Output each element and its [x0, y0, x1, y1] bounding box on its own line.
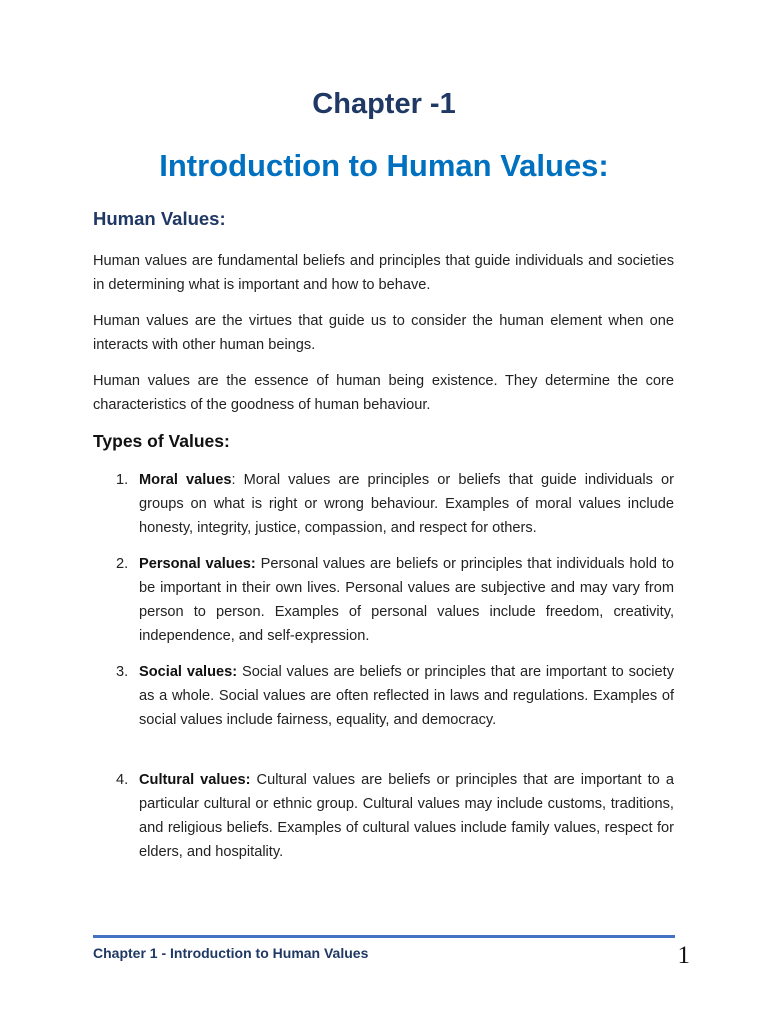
paragraph: Human values are the essence of human being existence. They determine the core characteristics of the goodness of human behaviour. [93, 373, 674, 413]
list-item-cultural-values [116, 768, 674, 864]
list-description: Cultural values are beliefs or principles that are important to a particular cultural or ethnic group. Cultural values may include customs, traditions, and religious beliefs. Examples of cultural values include family values, respect for elders, and hospitality. [139, 772, 674, 860]
types-heading: Types of Values: [93, 431, 230, 451]
chapter-heading: Chapter -1 [312, 88, 456, 120]
list-text [139, 468, 674, 540]
chapter-title: Introduction to Human Values: [159, 148, 609, 183]
list-text [139, 552, 674, 648]
list-item-social-values [116, 660, 674, 732]
list-number: 2. [116, 556, 129, 572]
footer-divider [93, 935, 675, 938]
list-number: 3. [116, 664, 129, 680]
list-description: Social values are beliefs or principles that are important to society as a whole. Social values are often reflected in laws and regulations. Examples of social values include fairness, equality, and democracy. [139, 664, 674, 728]
section-heading: Human Values: [93, 208, 226, 229]
list-term: Cultural values: [139, 772, 251, 788]
paragraph: Human values are the virtues that guide us to consider the human element when one interacts with other human beings. [93, 313, 674, 353]
paragraph: Human values are fundamental beliefs and principles that guide individuals and societies in determining what is important and how to behave. [93, 253, 674, 293]
list-term: Social values: [139, 664, 238, 680]
list-description: Personal values are beliefs or principles that individuals hold to be important in their own lives. Personal values are subjective and may vary from person to person. Examples of personal values include freedom, creativity, independence, and self-expression. [139, 556, 675, 644]
list-number: 1. [116, 472, 129, 488]
list-number: 4. [116, 772, 129, 788]
footer-chapter-title: Chapter 1 - Introduction to Human Values [93, 945, 369, 961]
list-item-moral-values [116, 468, 674, 540]
list-text [139, 768, 674, 864]
list-item-personal-values [116, 552, 674, 648]
list-description: : Moral values are principles or beliefs that guide individuals or groups on what is right or wrong behaviour. Examples of moral values include honesty, integrity, justice, compassion, and respect for others. [139, 472, 674, 536]
list-text [139, 660, 674, 732]
list-term: Moral values [139, 472, 232, 488]
list-term: Personal values: [139, 556, 256, 572]
page-number: 1 [677, 942, 690, 969]
